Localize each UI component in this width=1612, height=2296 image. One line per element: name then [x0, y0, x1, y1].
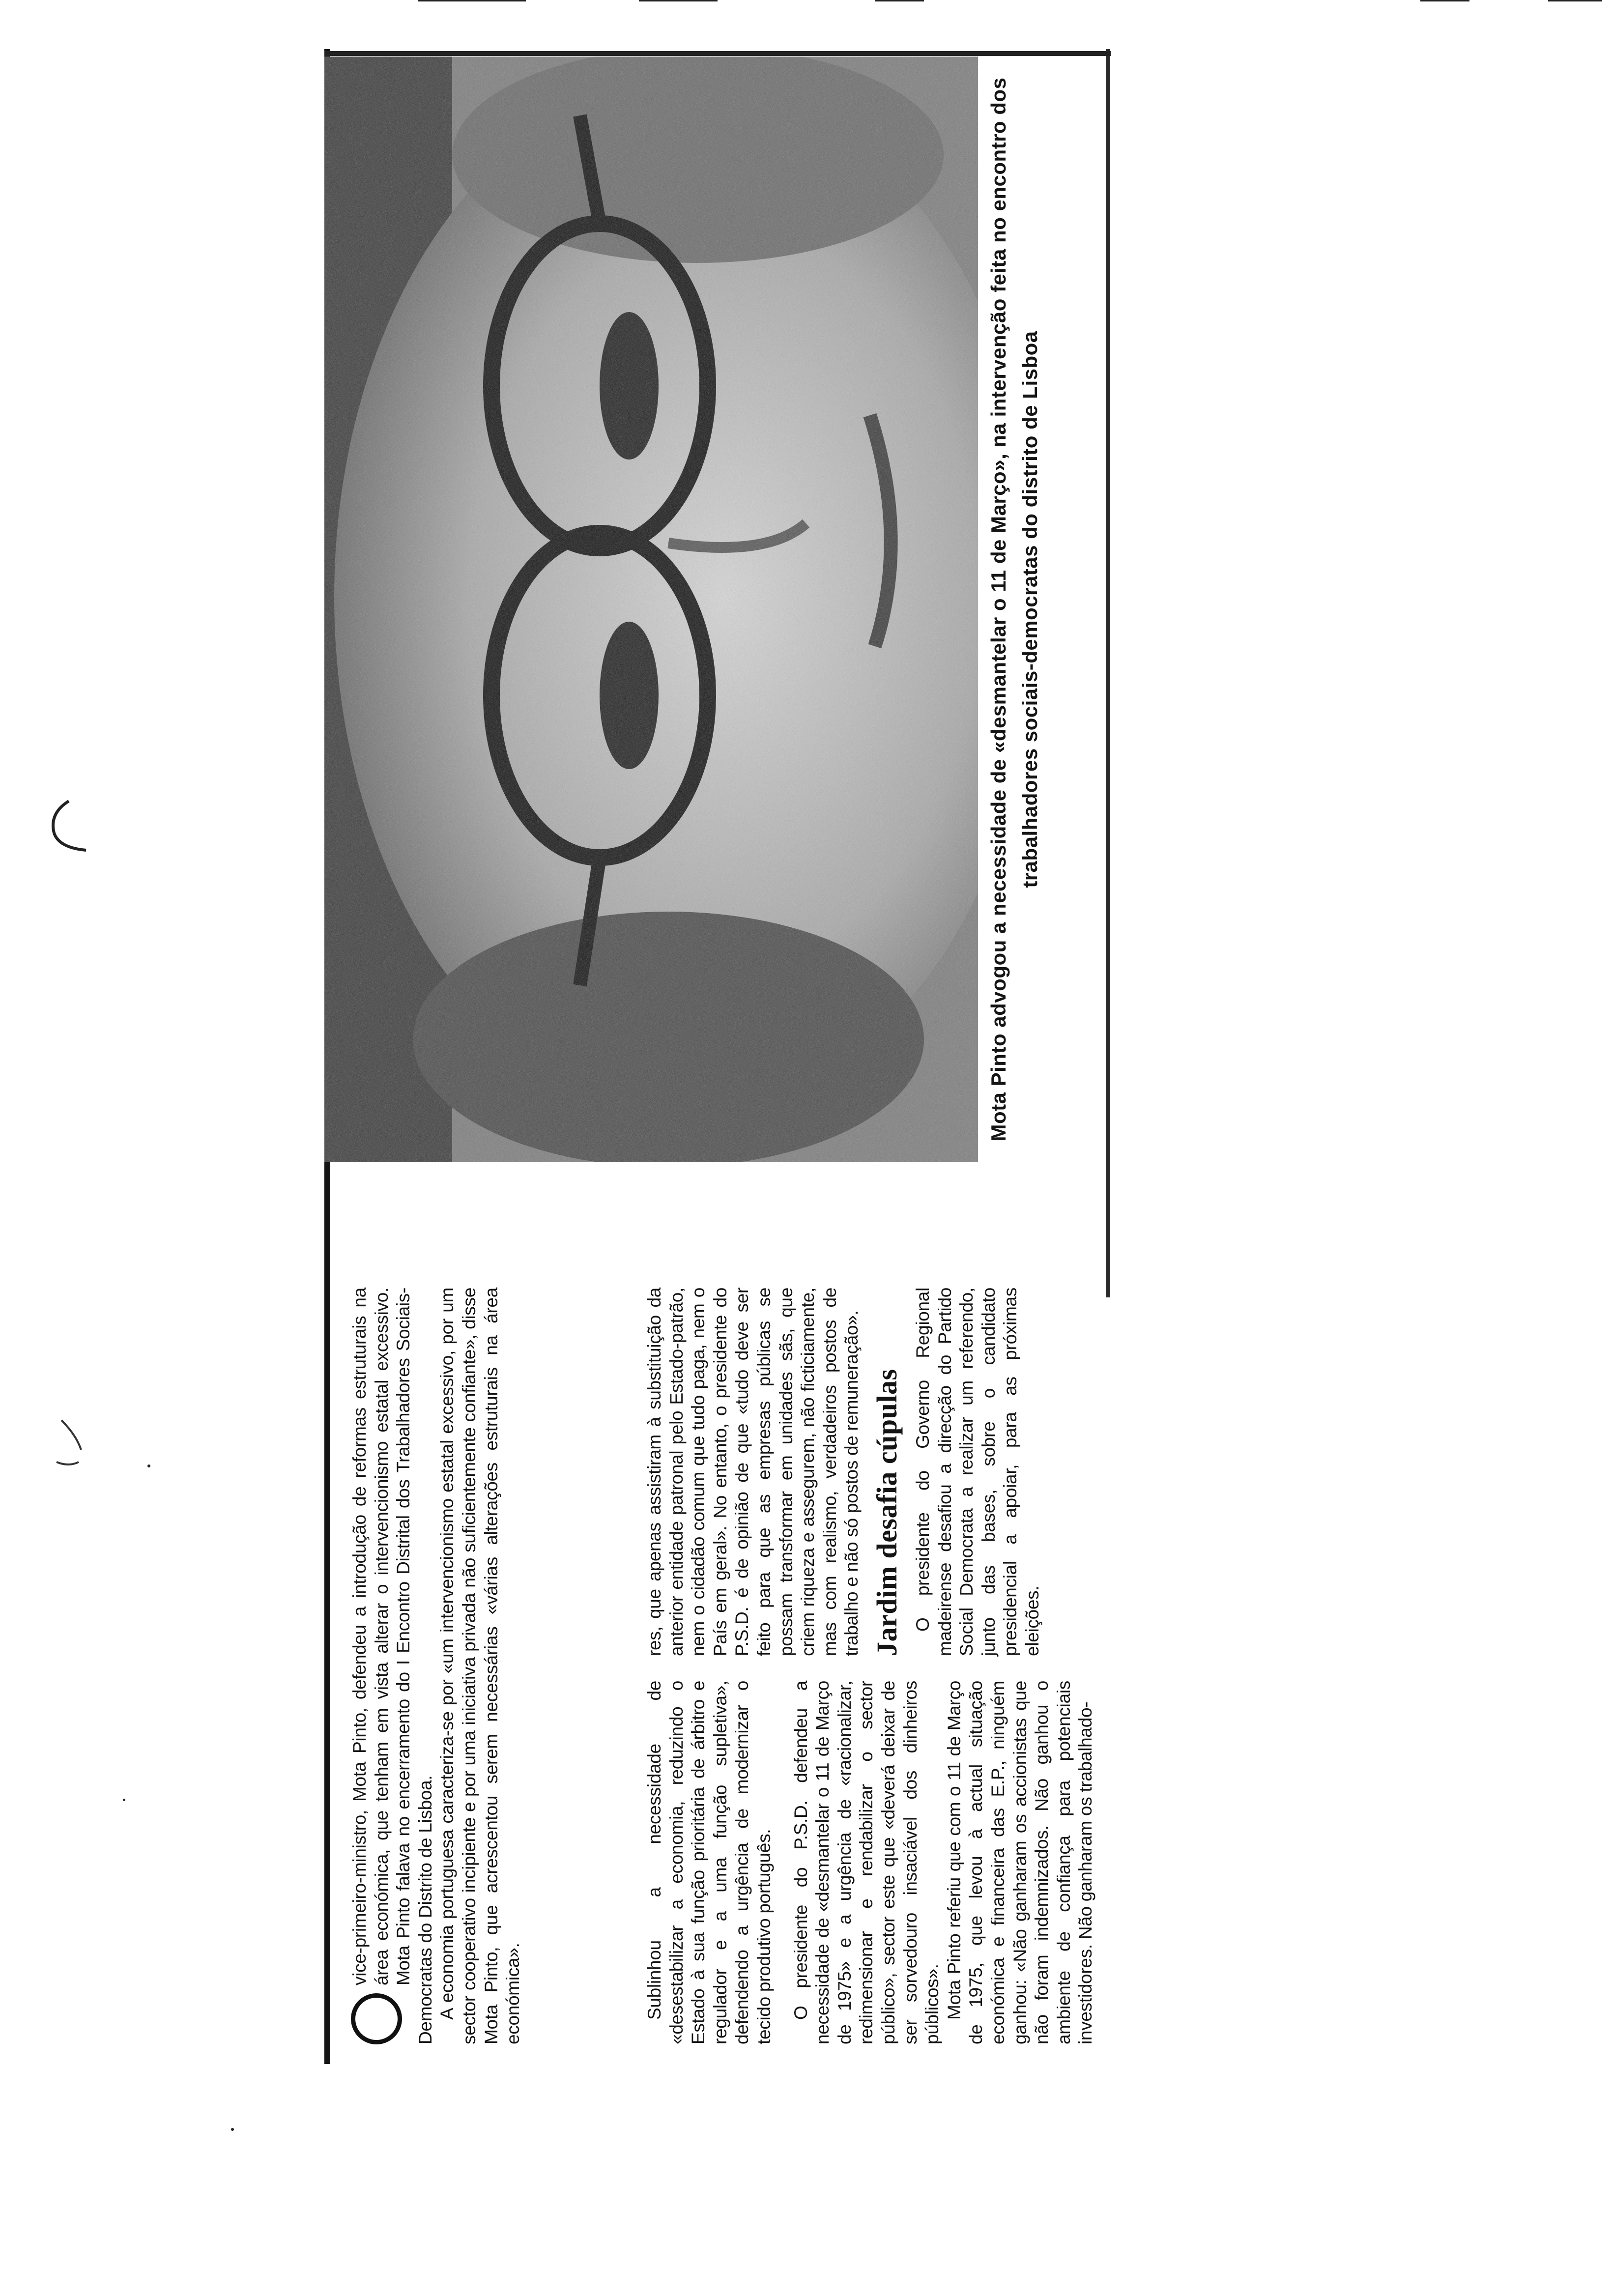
lead-text-2: A economia portuguesa caracteriza-se por «um intervencionismo estatal excessivo, por um sector cooperativo incipiente e por uma iniciativa privada não suficientemente confiante», disse Mota Pinto, que acrescentou serem necessárias «várias alterações estruturais na área económica».	[437, 1288, 523, 2044]
scan-mark	[39, 794, 98, 858]
column-rule	[324, 51, 1111, 56]
scan-mark	[1420, 0, 1469, 1]
lead-paragraph	[349, 1288, 524, 2044]
paragraph: O presidente do Governo Regional madeirense desafiou a direcção do Partido Social Democrata a realizar um referendo, junto das bases, sobre o candidato presidencial a apoiar, para as próximas eleições.	[912, 1288, 1042, 1656]
scan-mark	[47, 1415, 91, 1469]
scan-mark	[147, 1464, 150, 1467]
article-column-1	[644, 1681, 1097, 2044]
scan-mark	[123, 1799, 125, 1801]
paragraph: O presidente do P.S.D. defendeu a necessidade de «desmantelar o 11 de Março de 1975» e a urgência de «racionalizar, redimensionar e rendabilizar o sector público», sector este que «deverá deixar de ser sorvedouro insaciável dos dinheiros públicos».	[790, 1681, 943, 2044]
portrait-photo	[324, 57, 978, 1162]
column-rule	[1106, 49, 1110, 1297]
lead-text: vice-primeiro-ministro, Mota Pinto, defendeu a introdução de reformas estruturais na área económica, que tenham em vista alterar o intervencionismo estatal excessivo. Mota Pinto falava no encerramento do I Encontro Distrital dos Trabalhadores Sociais-Democratas do Distrito de Lisboa.	[349, 1288, 435, 2044]
paragraph: Mota Pinto referiu que com o 11 de Março de 1975, que levou à actual situação económica e financeira das E.P., ninguém ganhou: «Não ganharam os accionistas que não foram indemnizados. Não ganhou o ambiente de confiança para potenciais investidores. Não ganharam os trabalhado-	[944, 1681, 1096, 2044]
paragraph: res, que apenas assistiram à substituição da anterior entidade patronal pelo Estado-patrão, nem o cidadão comum que tudo paga, nem o País em geral». No entanto, o presidente do P.S.D. é de opinião de que «tudo deve ser feito para que as empresas públicas se possam transformar em unidades sãs, que criem riqueza e assegurem, não ficticiamente, mas com realismo, verdadeiros postos de trabalho e não só postos de remuneração».	[644, 1288, 862, 1656]
scan-mark	[1548, 0, 1602, 1]
scan-mark	[231, 2128, 234, 2131]
portrait-image	[324, 57, 978, 1162]
article-column-2	[644, 1288, 1044, 1656]
scan-mark	[639, 0, 718, 1]
scan-mark	[418, 0, 526, 1]
subheadline: Jardim desafia cúpulas	[870, 1369, 903, 1656]
paragraph: Sublinhou a necessidade de «desestabilizar a economia, reduzindo o Estado à sua função prioritária de árbitro e regulador e a uma função supletiva», defendendo a urgência de modernizar o tecido produtivo português.	[644, 1681, 774, 2044]
photo-caption: Mota Pinto advogou a necessidade de «desmantelar o 11 de Março», na intervenção feita no encontro dos trabalhadores sociais-democratas do distrito de Lisboa	[987, 77, 1041, 1142]
drop-cap-o	[351, 1993, 402, 2044]
newspaper-clipping	[324, 49, 1121, 2064]
scan-mark	[875, 0, 924, 1]
